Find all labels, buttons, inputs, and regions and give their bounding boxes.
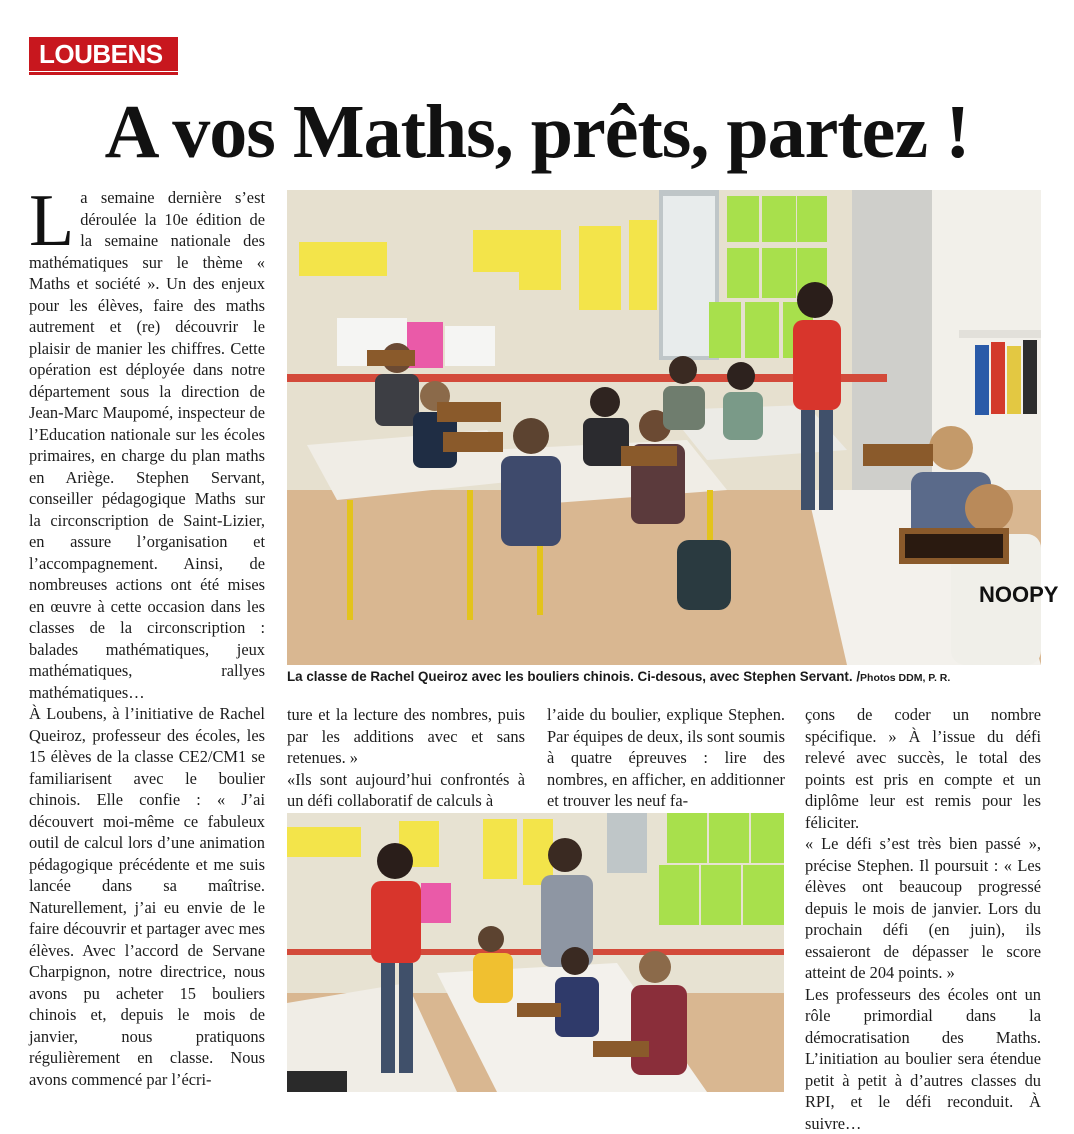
classroom-photo-illustration (287, 190, 1041, 665)
photo-caption (287, 667, 1041, 687)
stephen-photo-illustration (287, 813, 784, 1092)
article-column-2 (287, 704, 525, 814)
photo-credit: Photos DDM, P. R. (860, 672, 950, 684)
paragraph: ture et la lecture des nombres, puis par les additions avec et sans retenues. » (287, 704, 525, 769)
stephen-servant-photo (287, 813, 784, 1092)
article-column-3 (547, 704, 785, 814)
paragraph: Les professeurs des écoles ont un rôle primordial dans la démocratisation des Maths. L’initiation au boulier sera étendue petit à petit à d’autres classes du RPI, et le défi reconduit. À suivre… (805, 984, 1041, 1134)
paragraph-text: a semaine dernière s’est déroulée la 10e édition de la semaine nationale des mathématiques sur le thème « Maths et société ». Un des enjeux pour les élèves, faire des maths autrement et (re) découvrir le plaisir de manier les chiffres. Cette opération est déployée dans notre département sous la direction de Jean-Marc Maupomé, inspecteur de l’Education nationale sur les écoles primaires, en charge du plan maths en Ariège. Stephen Servant, conseiller pédagogique Maths sur la circonscription de Saint-Lizier, en assure l’organisation et l’accompagnement. Ainsi, de nombreuses actions ont été mises en œuvre à cette occasion dans les classes de la circonscription : balades mathématiques, jeux mathématiques, rallyes mathématiques… (29, 188, 265, 702)
section-label: LOUBENS (29, 37, 178, 71)
paragraph: « Le défi s’est très bien passé », précise Stephen. Il poursuit : « Les élèves ont beaucoup progressé depuis le mois de janvier. Lors du prochain défi (en juin), ils essaieront de dépasser le score atteint de 204 points. » (805, 833, 1041, 984)
paragraph: çons de coder un nombre spécifique. » À l’issue du défi relevé avec succès, le total des points est pris en compte et un diplôme leur est remis pour les féliciter. (805, 704, 1041, 833)
caption-text: La classe de Rachel Queiroz avec les bouliers chinois. Ci-desous, avec Stephen Servant. / (287, 669, 860, 684)
paragraph (29, 187, 265, 703)
article-column-4 (805, 704, 1041, 1094)
paragraph: «Ils sont aujourd’hui confrontés à un défi collaboratif de calculs à (287, 769, 525, 812)
drop-cap: L (29, 191, 74, 251)
classroom-photo (287, 190, 1041, 665)
shirt-print: NOOPY (979, 582, 1059, 607)
article-column-1 (29, 187, 265, 1092)
headline: A vos Maths, prêts, partez ! (0, 82, 1074, 182)
paragraph: À Loubens, à l’initiative de Rachel Queiroz, professeur des écoles, les 15 élèves de la classe CE2/CM1 se familiarisent avec le boulier chinois. Elle confie : « J’ai découvert moi-même ce fabuleux outil de calcul lors d’une animation pédagogique précédente et me suis lancée dans sa maîtrise. Naturellement, j’ai eu envie de le faire découvrir et partager avec mes élèves. Avec l’accord de Servane Charpignon, notre directrice, nous avons pu acheter 15 bouliers chinois et, depuis le mois de janvier, nous pratiquons régulièrement en classe. Nous avons commencé par l’écri- (29, 703, 265, 1090)
paragraph: l’aide du boulier, explique Stephen. Par équipes de deux, ils sont soumis à quatre épreuves : lire des nombres, en afficher, en additionner et trouver les neuf fa- (547, 704, 785, 812)
